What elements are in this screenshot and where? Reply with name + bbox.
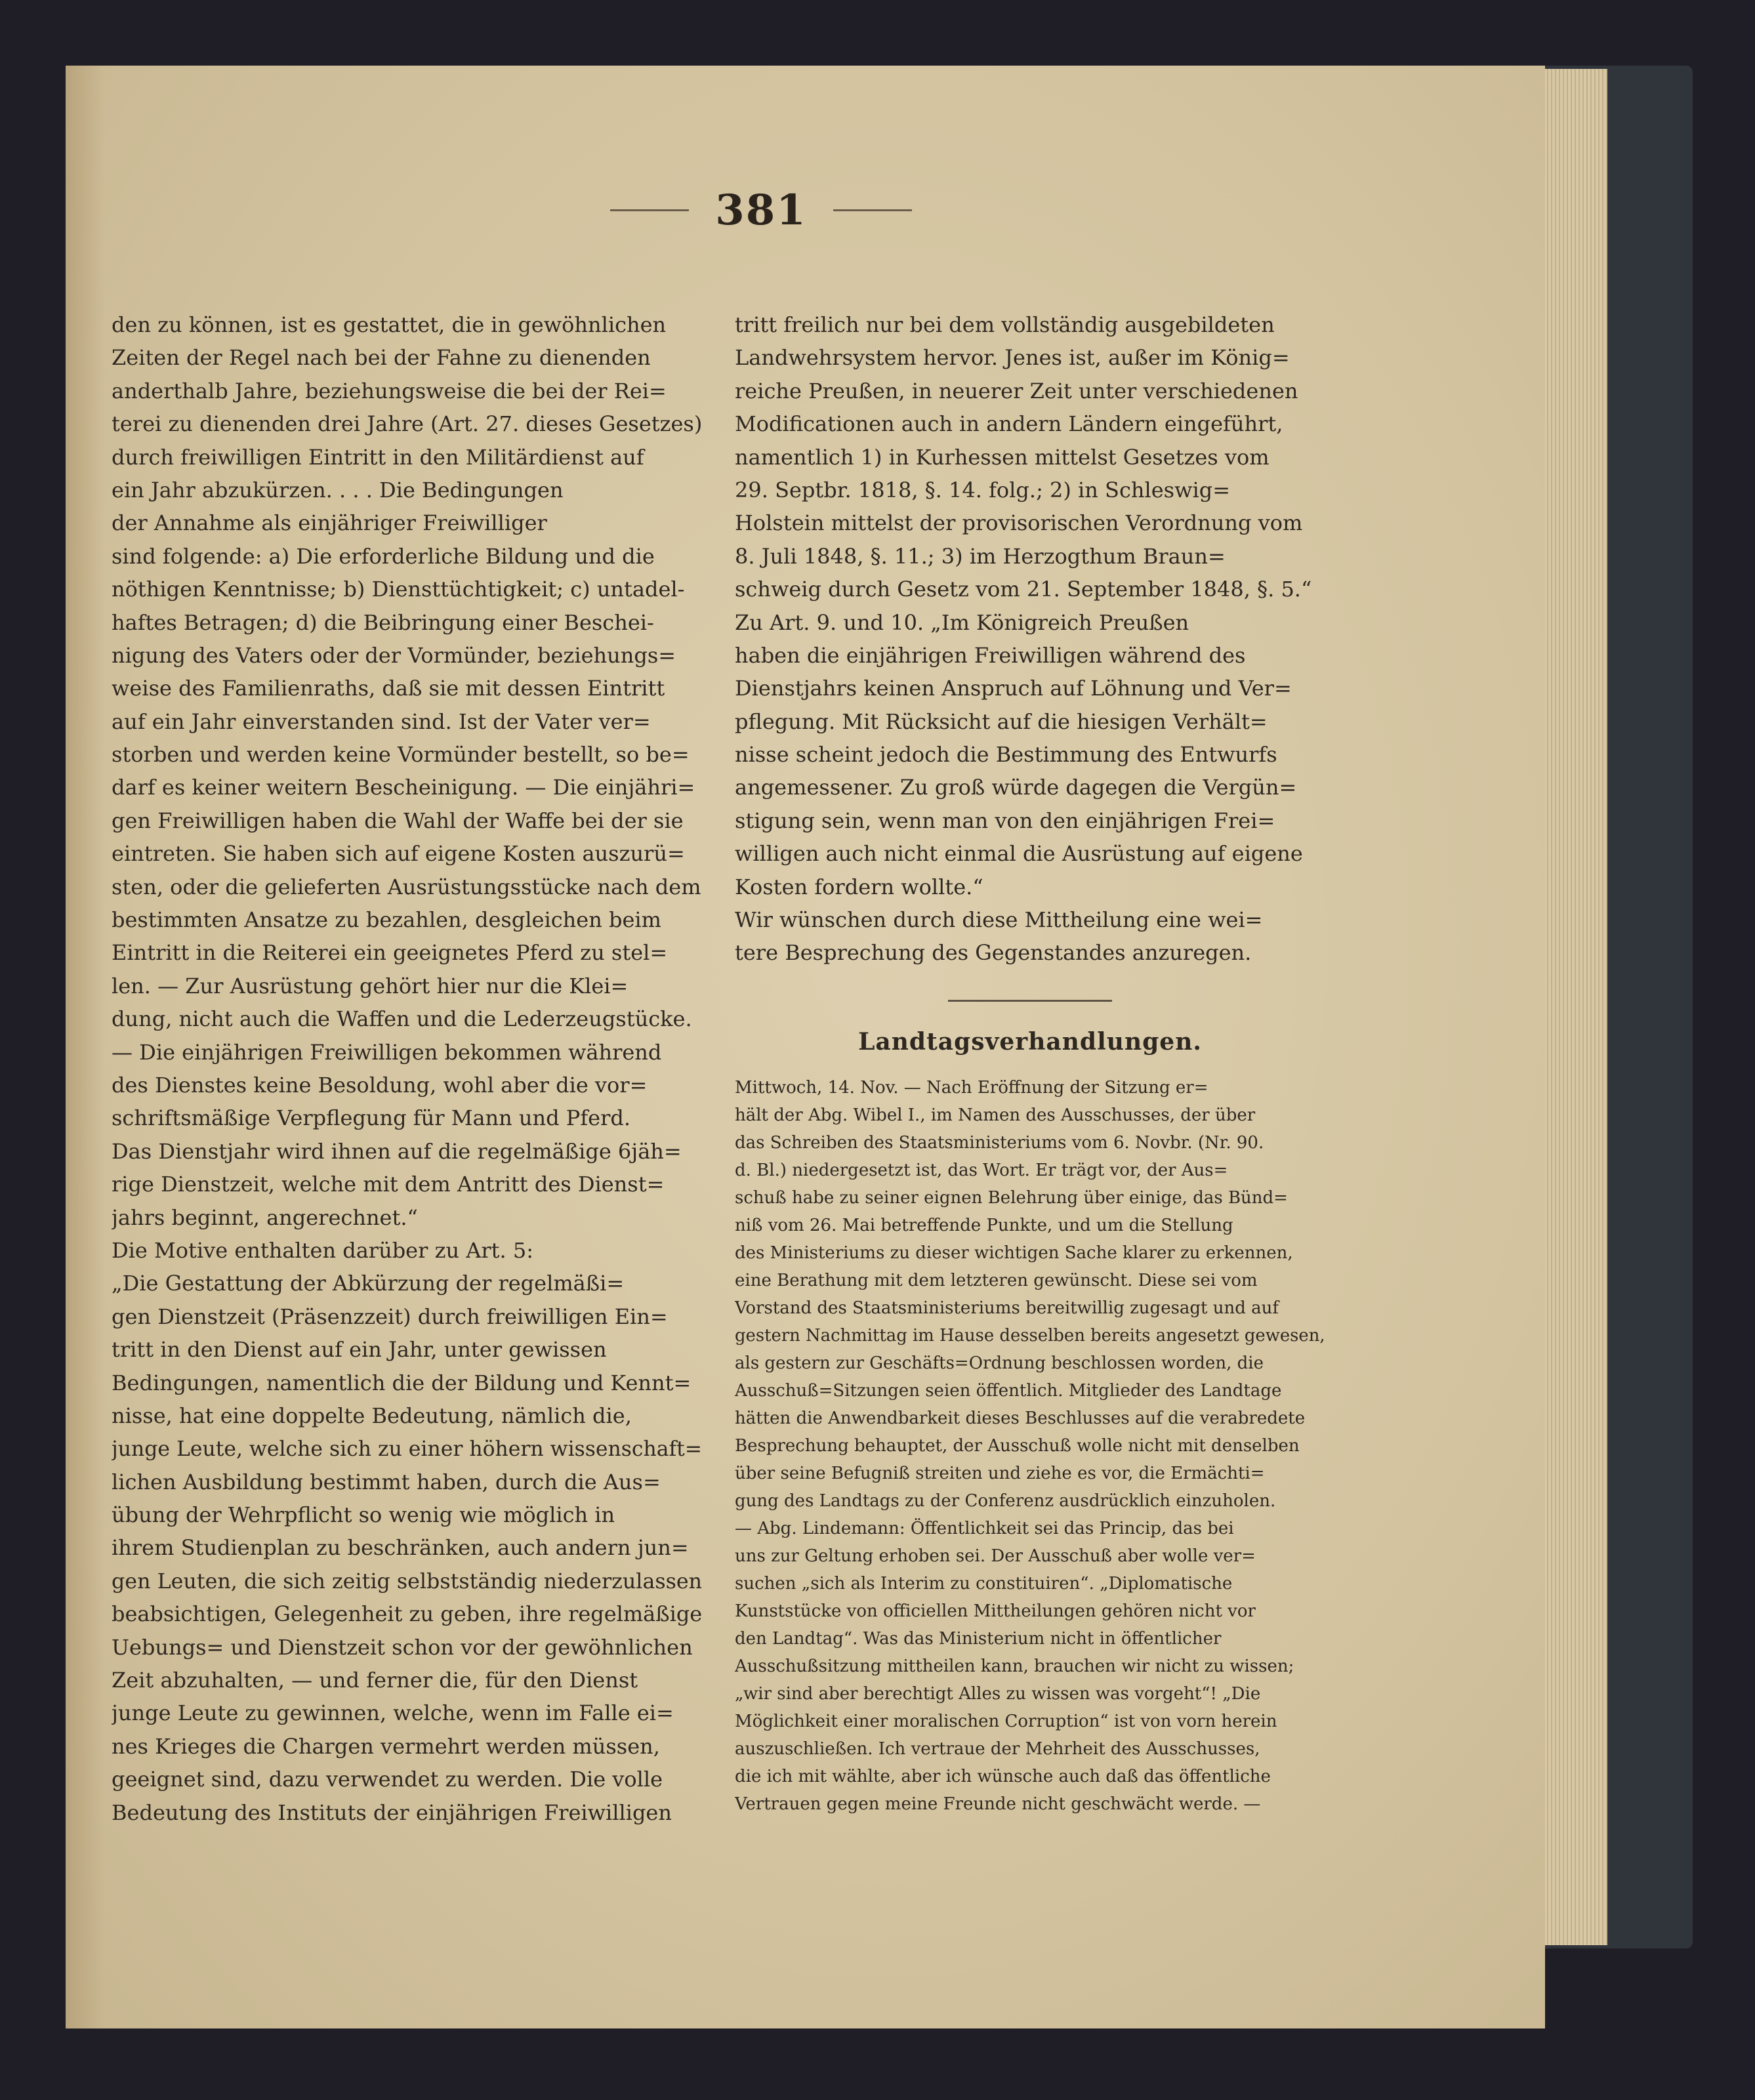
text-line: nes Krieges die Chargen vermehrt werden müssen, (112, 1733, 660, 1759)
text-line: auf ein Jahr einverstanden sind. Ist der Vater ver= (112, 709, 651, 734)
text-line: Wir wünschen durch diese Mittheilung eine wei= (735, 907, 1263, 933)
text-line: Landwehrsystem hervor. Jenes ist, außer im König= (735, 345, 1290, 371)
text-line: storben und werden keine Vormünder bestellt, so be= (112, 742, 690, 768)
text-line: pflegung. Mit Rücksicht auf die hiesigen Verhält= (735, 709, 1268, 734)
text-line: gen Freiwilligen haben die Wahl der Waffe bei der sie (112, 808, 684, 833)
text-line: uns zur Geltung erhoben sei. Der Ausschuß aber wolle ver= (735, 1546, 1256, 1566)
text-line: junge Leute zu gewinnen, welche, wenn im Falle ei= (112, 1700, 674, 1726)
text-line: hält der Abg. Wibel I., im Namen des Ausschusses, der über (735, 1105, 1256, 1125)
section-heading: Landtagsverhandlungen. (858, 1027, 1202, 1056)
text-line: „wir sind aber berechtigt Alles zu wissen was vorgeht“! „Die (735, 1683, 1261, 1704)
text-line: schuß habe zu seiner eignen Belehrung über einige, das Bünd= (735, 1187, 1288, 1208)
text-line: tritt in den Dienst auf ein Jahr, unter gewissen (112, 1337, 607, 1363)
text-line: willigen auch nicht einmal die Ausrüstung auf eigene (735, 841, 1303, 867)
text-line: den Landtag“. Was das Ministerium nicht in öffentlicher (735, 1628, 1222, 1649)
left-column (112, 308, 702, 1829)
text-line: Bedingungen, namentlich die der Bildung und Kennt= (112, 1370, 692, 1395)
text-line: Zeit abzuhalten, — und ferner die, für den Dienst (112, 1668, 638, 1693)
section-text (735, 1074, 1325, 1818)
text-line: der Annahme als einjähriger Freiwilliger (112, 510, 547, 536)
text-line: über seine Befugniß streiten und ziehe es vor, die Ermächti= (735, 1463, 1265, 1483)
text-line: gen Leuten, die sich zeitig selbstständig niederzulassen (112, 1568, 703, 1594)
text-line: weise des Familienraths, daß sie mit dessen Eintritt (112, 676, 665, 701)
text-line: — Abg. Lindemann: Öffentlichkeit sei das Princip, das bei (735, 1518, 1234, 1538)
text-line: nisse, hat eine doppelte Bedeutung, nämlich die, (112, 1403, 632, 1428)
text-line: gung des Landtags zu der Conferenz ausdrücklich einzuholen. (735, 1491, 1276, 1511)
text-line: anderthalb Jahre, beziehungsweise die bei der Rei= (112, 378, 667, 403)
text-line: ein Jahr abzukürzen. . . . Die Bedingungen (112, 477, 564, 503)
text-line: nigung des Vaters oder der Vormünder, beziehungs= (112, 642, 676, 668)
text-line: nisse scheint jedoch die Bestimmung des Entwurfs (735, 742, 1277, 768)
text-line: Kosten fordern wollte.“ (735, 874, 983, 899)
text-line: Möglichkeit einer moralischen Corruption“ ist von vorn herein (735, 1711, 1277, 1731)
text-line: beabsichtigen, Gelegenheit zu geben, ihre regelmäßige (112, 1601, 703, 1627)
text-line: niß vom 26. Mai betreffende Punkte, und um die Stellung (735, 1215, 1233, 1235)
text-line: sind folgende: a) Die erforderliche Bildung und die (112, 543, 655, 569)
text-line: Vorstand des Staatsministeriums bereitwillig zugesagt und auf (735, 1298, 1279, 1318)
text-line: den zu können, ist es gestattet, die in gewöhnlichen (112, 312, 667, 337)
text-line: auszuschließen. Ich vertraue der Mehrheit des Ausschusses, (735, 1739, 1260, 1759)
text-line: bestimmten Ansatze zu bezahlen, desgleichen beim (112, 907, 661, 933)
text-line: „Die Gestattung der Abkürzung der regelmäßi= (112, 1271, 625, 1296)
text-line: hätten die Anwendbarkeit dieses Beschlusses auf die verabredete (735, 1408, 1306, 1428)
text-line: jahrs beginnt, angerechnet.“ (112, 1204, 418, 1230)
header-rule-right (833, 209, 912, 211)
text-line: eine Berathung mit dem letzteren gewünscht. Diese sei vom (735, 1270, 1258, 1290)
text-line: Uebungs= und Dienstzeit schon vor der gewöhnlichen (112, 1634, 693, 1660)
text-line: Mittwoch, 14. Nov. — Nach Eröffnung der Sitzung er= (735, 1077, 1208, 1098)
text-line: als gestern zur Geschäfts=Ordnung beschlossen worden, die (735, 1353, 1264, 1373)
section-divider (948, 1000, 1112, 1002)
text-line: eintreten. Sie haben sich auf eigene Kosten auszurü= (112, 841, 685, 867)
text-line: angemessener. Zu groß würde dagegen die Vergün= (735, 775, 1297, 800)
text-line: d. Bl.) niedergesetzt ist, das Wort. Er trägt vor, der Aus= (735, 1160, 1228, 1180)
text-line: das Schreiben des Staatsministeriums vom 6. Novbr. (Nr. 90. (735, 1132, 1264, 1153)
text-line: suchen „sich als Interim zu constituiren“. „Diplomatische (735, 1573, 1233, 1594)
text-line: 8. Juli 1848, §. 11.; 3) im Herzogthum Braun= (735, 543, 1226, 569)
text-line: Zeiten der Regel nach bei der Fahne zu dienenden (112, 345, 651, 371)
text-line: lichen Ausbildung bestimmt haben, durch die Aus= (112, 1469, 661, 1494)
text-line: des Ministeriums zu dieser wichtigen Sache klarer zu erkennen, (735, 1243, 1293, 1263)
text-line: Modificationen auch in andern Ländern eingeführt, (735, 411, 1283, 437)
text-line: übung der Wehrpflicht so wenig wie möglich in (112, 1502, 615, 1528)
text-line: gen Dienstzeit (Präsenzzeit) durch freiwilligen Ein= (112, 1304, 668, 1329)
text-line: geeignet sind, dazu verwendet zu werden. Die volle (112, 1767, 663, 1792)
text-line: des Dienstes keine Besoldung, wohl aber die vor= (112, 1072, 648, 1098)
text-line: Eintritt in die Reiterei ein geeignetes Pferd zu stel= (112, 940, 668, 966)
text-line: haftes Betragen; d) die Beibringung einer Beschei- (112, 609, 654, 635)
text-line: stigung sein, wenn man von den einjährigen Frei= (735, 808, 1275, 833)
text-line: Besprechung behauptet, der Ausschuß wolle nicht mit denselben (735, 1435, 1300, 1456)
text-line: schriftsmäßige Verpflegung für Mann und Pferd. (112, 1105, 631, 1131)
text-line: Zu Art. 9. und 10. „Im Königreich Preußen (735, 609, 1189, 635)
text-line: Die Motive enthalten darüber zu Art. 5: (112, 1237, 533, 1263)
text-line: Kunststücke von officiellen Mittheilungen gehören nicht vor (735, 1601, 1256, 1621)
text-line: Bedeutung des Instituts der einjährigen Freiwilligen (112, 1800, 672, 1825)
text-line: rige Dienstzeit, welche mit dem Antritt des Dienst= (112, 1172, 665, 1197)
text-line: durch freiwilligen Eintritt in den Militärdienst auf (112, 444, 644, 470)
right-column (735, 308, 1325, 1818)
text-line: junge Leute, welche sich zu einer höhern wissenschaft= (112, 1436, 702, 1462)
text-line: len. — Zur Ausrüstung gehört hier nur die Klei= (112, 973, 629, 999)
text-line: namentlich 1) in Kurhessen mittelst Gesetzes vom (735, 444, 1270, 470)
text-line: Holstein mittelst der provisorischen Verordnung vom (735, 510, 1303, 536)
gutter-shadow (66, 66, 105, 2028)
text-line: tritt freilich nur bei dem vollständig ausgebildeten (735, 312, 1275, 337)
text-line: gestern Nachmittag im Hause desselben bereits angesetzt gewesen, (735, 1325, 1325, 1346)
text-line: Vertrauen gegen meine Freunde nicht geschwächt werde. — (735, 1794, 1261, 1814)
text-line: Ausschuß=Sitzungen seien öffentlich. Mitglieder des Landtage (735, 1380, 1282, 1401)
right-column-text (735, 308, 1325, 970)
text-line: terei zu dienenden drei Jahre (Art. 27. dieses Gesetzes) (112, 411, 702, 437)
text-line: 29. Septbr. 1818, §. 14. folg.; 2) in Schleswig= (735, 477, 1231, 503)
text-line: ihrem Studienplan zu beschränken, auch andern jun= (112, 1535, 689, 1561)
text-line: Ausschußsitzung mittheilen kann, brauchen wir nicht zu wissen; (735, 1656, 1294, 1676)
text-line: reiche Preußen, in neuerer Zeit unter verschiedenen (735, 378, 1298, 403)
text-line: die ich mit wählte, aber ich wünsche auch daß das öffentliche (735, 1766, 1271, 1786)
text-line: dung, nicht auch die Waffen und die Lederzeugstücke. (112, 1006, 692, 1032)
header-rule-left (610, 209, 689, 211)
text-line: nöthigen Kenntnisse; b) Diensttüchtigkeit; c) untadel- (112, 577, 685, 602)
text-line: Das Dienstjahr wird ihnen auf die regelmäßige 6jäh= (112, 1138, 682, 1164)
text-line: tere Besprechung des Gegenstandes anzuregen. (735, 940, 1252, 966)
text-line: schweig durch Gesetz vom 21. September 1848, §. 5.“ (735, 577, 1312, 602)
text-line: sten, oder die gelieferten Ausrüstungsstücke nach dem (112, 874, 701, 899)
text-line: darf es keiner weitern Bescheinigung. — Die einjähri= (112, 775, 695, 800)
text-line: — Die einjährigen Freiwilligen bekommen während (112, 1039, 662, 1065)
text-line: Dienstjahrs keinen Anspruch auf Löhnung und Ver= (735, 676, 1292, 701)
page-number: 381 (715, 185, 807, 235)
text-line: haben die einjährigen Freiwilligen während des (735, 642, 1246, 668)
page-header (564, 174, 958, 246)
